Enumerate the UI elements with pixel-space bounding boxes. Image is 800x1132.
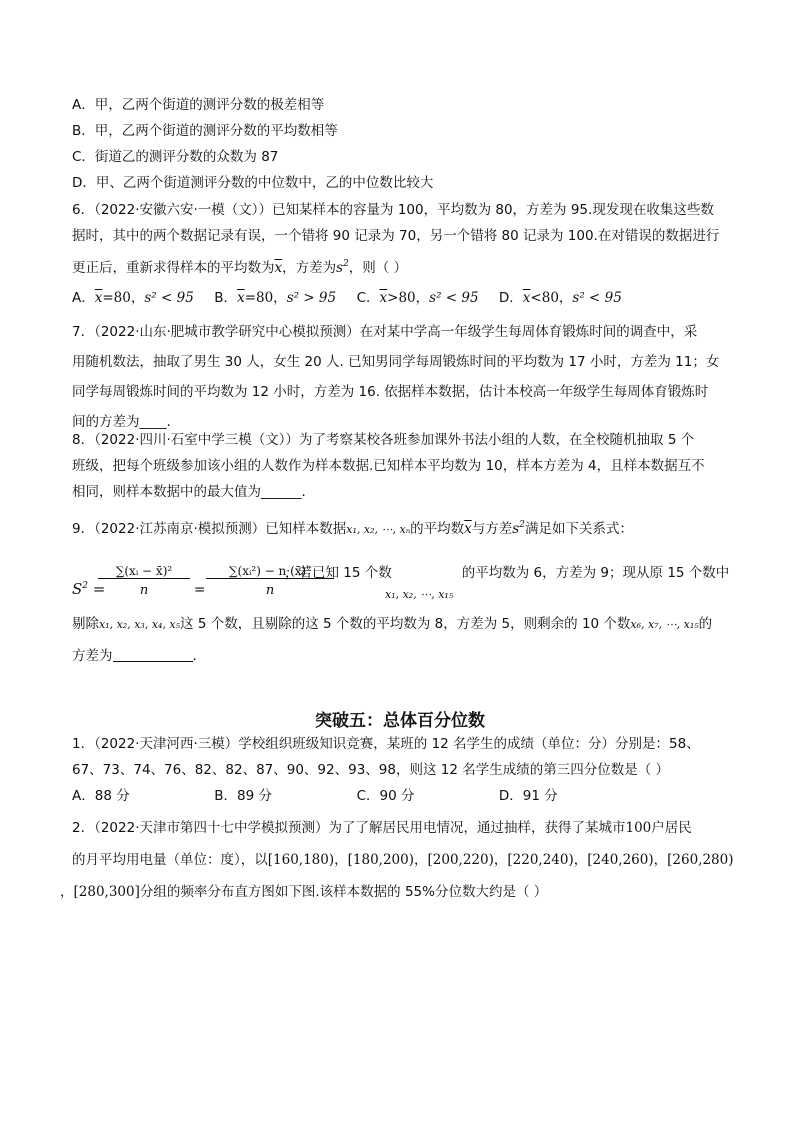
q7-line-2: 用随机数法，抽取了男生 30 人，女生 20 人. 已知男同学每周锻炼时间的平均数为 17 小时，方差为 11；女 (72, 354, 720, 370)
s1-line-2: 67、73、74、76、82、82、87、90、92、93、98，则这 12 名学生成绩的第三四分位数是（ ） (72, 762, 670, 778)
variance-symbol: $s^2$ (512, 520, 525, 537)
s1-option-c: C．90 分 (356, 788, 415, 804)
q8-line-1: 8．（2022·四川·石室中学三模（文））为了考察某校各班参加课外书法小组的人数，在全校随机抽取 5 个 (72, 432, 695, 448)
interval: [260,280) (667, 852, 734, 868)
q9-text: 这 5 个数，且剔除的这 5 个数的平均数为 8，方差为 5，则剩余的 10 个数 (180, 616, 631, 632)
interval: [240,260) (587, 852, 654, 868)
q9-line-1 (72, 515, 633, 540)
formula-lhs: $S^2$ = (72, 580, 106, 598)
q6-line-1: 6．（2022·安徽六安·一模（文））已知某样本的容量为 100，平均数为 80，方差为 95.现发现在收集这些数 (72, 202, 714, 218)
interval: [180,200) (347, 852, 414, 868)
q8-line-2: 班级，把每个班级参加该小组的人数作为样本数据.已知样本平均数为 10，样本方差为 4，且样本数据互不 (72, 458, 705, 474)
s2-line-1 (72, 818, 692, 838)
q9-text: 剔除 (72, 616, 99, 632)
answer-blank (113, 647, 193, 662)
interval: [280,300] (73, 884, 140, 900)
formula-numerator: ∑(xᵢ − x̄)² (115, 564, 173, 578)
q6-option-c (357, 288, 495, 308)
variance-symbol: $s^2$ (336, 259, 349, 276)
q7-line-3: 同学每周锻炼时间的平均数为 12 小时，方差为 16. 依据样本数据，估计本校高一年级学生每周体育锻炼时 (72, 384, 709, 400)
q9-text: 9．（2022·江苏南京·模拟预测）已知样本数据 (72, 521, 347, 537)
s1-option-d: D．91 分 (498, 788, 558, 804)
q6-option-label: A． (72, 290, 95, 306)
q9-text: 的 (698, 616, 713, 632)
s2-text: 分组的频率分布直方图如下图.该样本数据的 55%分位数大约是（ ） (139, 884, 548, 900)
household-count: 100 (625, 820, 652, 836)
q6-line-3-text-a: 更正后，重新求得样本的平均数为 (72, 260, 275, 276)
mean-symbol: $\overline{x}$ (274, 260, 283, 276)
q6-line-3-text-b: ，方差为 (282, 260, 337, 276)
q6-option-variance: s² < 95 (429, 290, 479, 306)
formula-denominator: n (265, 583, 275, 598)
q9-line-2 (285, 563, 729, 583)
s2-line-3: ，[280,300]分组的频率分布直方图如下图.该样本数据的 55%分位数大约是（ ） (60, 884, 548, 900)
q7-line-4: 间的方差为____. (72, 414, 171, 430)
s1-option-a: A．88 分 (72, 788, 130, 804)
q9-text: 的平均数 (410, 521, 465, 537)
q9-text: 与方差 (471, 521, 513, 537)
q9-remaining-vars: x₆, x₇, ⋯, x₁₅ (630, 618, 699, 631)
q6-option-relation: =80， (244, 290, 287, 306)
q9-sample-vars: x₁, x₂, ⋯, xₙ (346, 523, 411, 536)
q9-text: 方差为 (72, 648, 113, 664)
q6-option-a (72, 288, 210, 308)
q7-line-1: 7．（2022·山东·肥城市教学研究中心模拟预测）在对某中学高一年级学生每周体育锻炼时间的调查中，采 (72, 324, 698, 340)
q6-option-relation: =80， (102, 290, 145, 306)
option-a: A．甲，乙两个街道的测评分数的极差相等 (72, 97, 325, 113)
q6-line-2: 据时，其中的两个数据记录有误，一个错将 90 记录为 70，另一个错将 80 记录为 100.在对错误的数据进行 (72, 228, 720, 244)
q6-option-label: B． (214, 290, 238, 306)
q6-option-variance: s² < 95 (572, 290, 622, 306)
interval: [220,240) (507, 852, 574, 868)
option-b: B．甲，乙两个街道的测评分数的平均数相等 (72, 123, 338, 139)
q6-option-b (214, 288, 352, 308)
s1-line-1: 1．（2022·天津河西·三模）学校组织班级知识竞赛，某班的 12 名学生的成绩（单位：分）分别是：58、 (72, 736, 700, 752)
s1-options (72, 786, 599, 806)
s2-line-2: 的月平均用电量（单位：度），以[160,180)，[180,200)，[200,220)，[220,240)，[240,260)，[260,280) (72, 852, 734, 868)
formula-numerator: ∑(xᵢ²) − n·(x̄)² (228, 564, 312, 578)
q9-line-4: 方差为 . (72, 648, 197, 664)
s2-text: 户居民 (651, 820, 692, 836)
q6-option-relation: <80， (530, 290, 573, 306)
q6-option-variance: s² < 95 (144, 290, 194, 306)
mean-symbol: $\overline{x}$ (237, 290, 245, 306)
option-d: D．甲、乙两个街道测评分数的中位数中，乙的中位数比较大 (72, 175, 434, 191)
q6-option-variance: s² > 95 (286, 290, 337, 306)
q6-option-label: C． (356, 290, 380, 306)
s1-option-b: B．89 分 (214, 788, 273, 804)
q6-option-d (499, 288, 629, 308)
q8-line-3: 相同，则样本数据中的最大值为______. (72, 484, 306, 500)
q6-option-label: D． (498, 290, 523, 306)
q6-line-3 (72, 254, 407, 278)
q6-line-3-text-c: ，则（ ） (348, 260, 408, 276)
section-title: 突破五：总体百分位数 (315, 711, 485, 731)
equals-sign: = (194, 582, 206, 598)
q9-line-3 (72, 614, 712, 635)
q9-text: ，若已知 15 个数 (285, 565, 392, 581)
s2-text: 的月平均用电量（单位：度），以 (72, 852, 268, 868)
mean-symbol: $\overline{x}$ (522, 290, 531, 306)
interval: [200,220) (427, 852, 494, 868)
q9-text: 满足如下关系式： (524, 521, 633, 537)
s2-text: 2．（2022·天津市第四十七中学模拟预测）为了了解居民用电情况，通过抽样，获得了某城市 (72, 820, 626, 836)
option-c: C．街道乙的测评分数的众数为 87 (72, 149, 279, 165)
q6-options (72, 288, 629, 308)
q9-text: 的平均数为 6，方差为 9；现从原 15 个数中 (461, 565, 730, 581)
q9-removed-vars: x₁, x₂, x₃, x₄, x₅ (99, 618, 181, 631)
mean-symbol: $\overline{x}$ (464, 521, 472, 537)
q6-option-relation: >80， (387, 290, 430, 306)
q9-fifteen-vars: x₁, x₂, ⋯, x₁₅ (385, 588, 454, 601)
mean-symbol: $\overline{x}$ (94, 290, 103, 306)
formula-fraction-1 (98, 564, 190, 598)
formula-denominator: n (139, 583, 149, 598)
mean-symbol: $\overline{x}$ (379, 290, 388, 306)
interval: [160,180) (267, 852, 335, 868)
